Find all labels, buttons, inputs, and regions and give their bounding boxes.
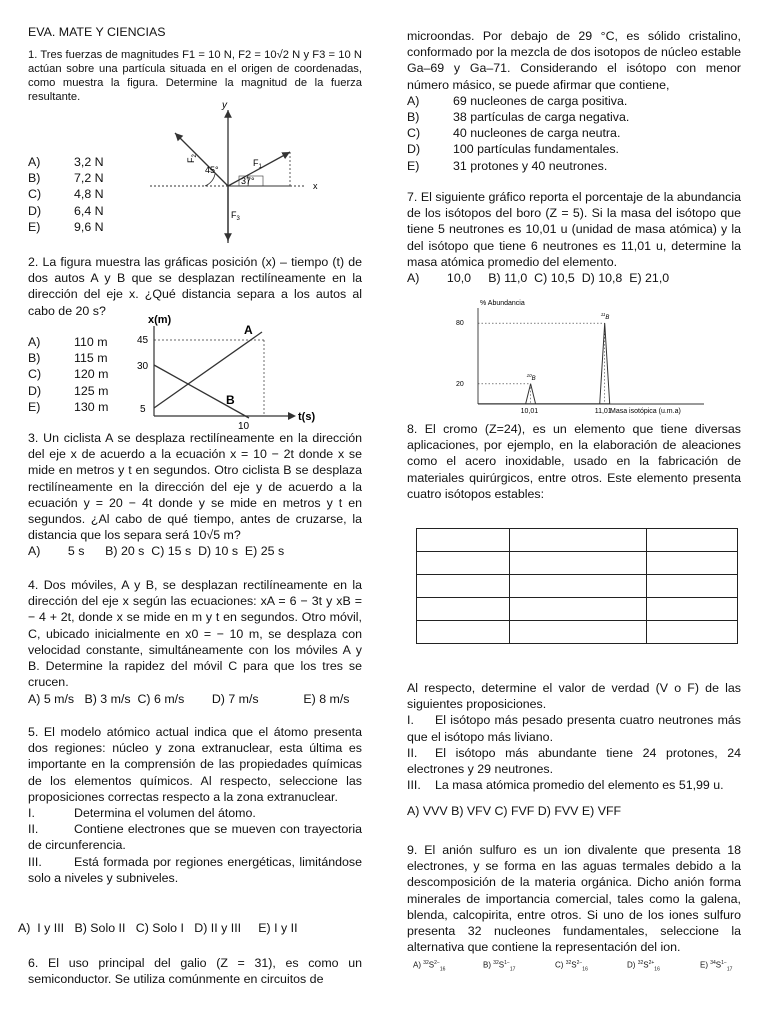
q2-option-d[interactable]: D) 125 m xyxy=(28,383,109,398)
q5-prop-1: I. Determina el volumen del átomo. xyxy=(28,806,256,821)
label-a: A xyxy=(244,323,253,337)
line-b xyxy=(154,365,249,418)
chart-xtick-1101: 11,01 xyxy=(594,408,612,415)
q7-text: 7. El siguiente gráfico reporta el porcentaje de la abundancia de los isótopos del boro (Z = 5). Si la masa del isótopo que tiene 5 neutrones es 10,01 u (unidad de masa atómica) y la del isótopo que tiene 6 neutrones es 11,01 u, determine la masa atómica promedio del elemento. xyxy=(407,190,741,269)
q4-options[interactable]: A) 5 m/s B) 3 m/s C) 6 m/s D) 7 m/s E) 8 m/s xyxy=(28,692,350,707)
q1-options xyxy=(28,154,118,235)
q6-option-d[interactable]: D) 100 partículas fundamentales. xyxy=(407,142,620,157)
table-row xyxy=(417,529,738,552)
q9-option-b[interactable]: B) $^{32}S^{1-}_{17}$ xyxy=(483,960,516,973)
page-title: EVA. MATE Y CIENCIAS xyxy=(28,25,166,39)
angle-45: 45° xyxy=(205,165,219,175)
graph-x-label: t(s) xyxy=(298,411,316,423)
q8-prop-3: III. La masa atómica promedio del elemento es 51,99 u. xyxy=(407,778,724,793)
q9-text: 9. El anión sulfuro es un ion divalente que presenta 18 electrones, y se forma en las aguas termales debido a la descomposición de la materia orgánica. Dicho anión forma minerales de importancia comercial, tales como la galena, blenda, calcopirita, entre otros. Si uno de los iones sulfuro presenta 32 nucleones fundamentales, seleccione la alternativa que contiene la representación del ion. xyxy=(407,843,741,955)
q5-block xyxy=(28,724,362,886)
f1-label: $F_1$ xyxy=(253,158,262,170)
q8-after: Al respecto, determine el valor de verdad (V o F) de las siguientes proposiciones. xyxy=(407,681,741,712)
force-diagram xyxy=(145,98,335,248)
q5-prop-3: III. Está formada por regiones energéticas, limitándose solo a niveles y subniveles. xyxy=(28,854,362,885)
q8-prop-2: II. El isótopo más abundante tiene 24 protones, 24 electrones y 29 neutrones. xyxy=(407,745,741,777)
q2-text: 2. La figura muestra las gráficas posición (x) – tiempo (t) de dos autos A y B que se desplazan rectilíneamente en la dirección del eje x. ¿Qué distancia separa a los autos al cabo de 20 s? xyxy=(28,255,362,318)
peak-label-10b: $^{10}$B xyxy=(526,372,536,382)
table-row xyxy=(417,598,738,621)
f2-vector xyxy=(175,133,228,186)
q7-options[interactable]: A) 10,0 B) 11,0 C) 10,5 D) 10,8 E) 21,0 xyxy=(407,271,670,286)
q6-option-b[interactable]: B) 38 partículas de carga negativa. xyxy=(407,110,630,125)
q5-prop-2: II. Contiene electrones que se mueven con trayectoria de circunferencia. xyxy=(28,822,362,853)
q9-option-a[interactable]: A) $^{32}S^{2-}_{16}$ xyxy=(413,960,446,973)
tick-30: 30 xyxy=(137,361,149,372)
line-a xyxy=(154,332,262,408)
chart-ytick-20: 20 xyxy=(456,380,464,388)
f3-label: $F_3$ xyxy=(231,210,240,222)
q2-option-a[interactable]: A) 110 m xyxy=(28,335,108,349)
q9-block xyxy=(407,842,741,955)
q1-option-b[interactable]: B) 7,2 N xyxy=(28,171,104,186)
table-row xyxy=(417,552,738,575)
q6-option-e[interactable]: E) 31 protones y 40 neutrones. xyxy=(407,158,608,173)
q4-block xyxy=(28,577,362,708)
q3-block xyxy=(28,430,362,560)
q8-prop-1: I. El isótopo más pesado presenta cuatro neutrones más que el isótopo más liviano. xyxy=(407,713,741,744)
label-b: B xyxy=(226,393,235,407)
q6-text-right: microondas. Por debajo de 29 °C, es sólido cristalino, conformado por la mezcla de dos isotopos de núcleo estable Ga–69 y Ga–71. Considerando el isótopo con menor número másico, se puede afirmar que contiene, xyxy=(407,29,741,92)
q3-text: 3. Un ciclista A se desplaza rectilíneamente en la dirección del eje x de acuerdo a la ecuación x = 10 − 2t donde x se mide en metros y t en segundos. Otro ciclista B se desplaza rectilíneamente en la dirección del eje y de acuerdo a la ecuación y = 20 − 4t donde y se mide en metros y t en segundos. ¿Al cabo de qué tiempo, antes de cruzarse, la distancia que los separa será 10√5 m? xyxy=(28,431,362,543)
position-time-graph xyxy=(134,312,320,430)
q1-option-a[interactable]: A) 3,2 N xyxy=(28,155,104,169)
q6-text-left: 6. El uso principal del galio (Z = 31), es como un semiconductor. Se utiliza comúnmente en circuitos de xyxy=(28,956,362,987)
q2-option-e[interactable]: E) 130 m xyxy=(28,399,109,414)
angle-arc-45 xyxy=(205,174,215,186)
q2-option-b[interactable]: B) 115 m xyxy=(28,351,108,366)
chart-xlabel: Masa isotópica (u.m.a) xyxy=(610,408,681,415)
graph-y-label: x(m) xyxy=(148,314,172,326)
q6-block-right xyxy=(407,28,741,174)
table-row xyxy=(417,575,738,598)
chart-ylabel: % Abundancia xyxy=(480,300,525,307)
left-column xyxy=(28,24,362,104)
tick-10: 10 xyxy=(238,421,250,430)
chart-ytick-80: 80 xyxy=(456,320,464,328)
q6-option-a[interactable]: A) 69 nucleones de carga positiva. xyxy=(407,93,628,108)
q1-option-e[interactable]: E) 9,6 N xyxy=(28,219,104,234)
q6-block-left xyxy=(28,955,362,987)
q6-option-c[interactable]: C) 40 nucleones de carga neutra. xyxy=(407,126,621,141)
q9-option-d[interactable]: D) $^{32}S^{2+}_{16}$ xyxy=(627,960,660,973)
peak-label-11b: $^{11}$B xyxy=(600,312,610,322)
q2-block xyxy=(28,254,362,319)
peak-10b xyxy=(526,384,536,404)
q9-option-c[interactable]: C) $^{32}S^{2-}_{16}$ xyxy=(555,960,588,973)
y-axis-label: y xyxy=(222,100,227,111)
q3-options[interactable]: A) 5 s B) 20 s C) 15 s D) 10 s E) 25 s xyxy=(28,544,285,559)
q2-options xyxy=(28,334,128,415)
angle-37: 37° xyxy=(241,176,255,186)
chromium-isotope-table xyxy=(416,528,738,644)
x-axis-label: x xyxy=(313,181,318,191)
peak-11b xyxy=(600,323,610,404)
q1-option-c[interactable]: C) 4,8 N xyxy=(28,187,104,202)
q1-text: 1. Tres fuerzas de magnitudes F1 = 10 N, F2 = 10√2 N y F3 = 10 N actúan sobre una partícula situada en el origen de coordenadas, como muestra la figura. Determine la magnitud de la fuerza resultante. xyxy=(28,49,362,104)
q8-options[interactable]: A) VVV B) VFV C) FVF D) FVV E) VFF xyxy=(407,804,622,819)
q1-option-d[interactable]: D) 6,4 N xyxy=(28,203,104,218)
chart-xtick-1001: 10,01 xyxy=(520,408,539,415)
q8-block xyxy=(407,421,741,502)
q5-text: 5. El modelo atómico actual indica que el átomo presenta dos regiones: núcleo y zona extranuclear, esta última es importante en la comprensión de las propiedades químicas de los elementos químicos. Al respecto, seleccione las proposiciones correctas respecto a la zona extranuclear. xyxy=(28,725,362,804)
tick-5: 5 xyxy=(140,404,146,415)
table-row xyxy=(417,621,738,644)
q4-text: 4. Dos móviles, A y B, se desplazan rectilíneamente en la dirección del eje x según las ecuaciones: xA = 6 − 3t y xB = − 4 + 2t, donde x se mide en m y t en segundos. Otro móvil, C, ubicado inicialmente en x0 = − 10 m, se desplaza con velocidad constante, simultáneamente con los móviles A y B. Determine la rapidez del móvil C para que los tres se crucen. xyxy=(28,578,362,690)
q8-text: 8. El cromo (Z=24), es un elemento que tiene diversas aplicaciones, por ejemplo, en la elaboración de aleaciones como el acero inoxidable, usado en la fabricación de materiales quirúrgicos, entre otros. Este elemento presenta cuatro isótopos estables: xyxy=(407,422,741,501)
f2-label xyxy=(186,154,198,164)
boron-abundance-chart xyxy=(452,296,712,418)
q7-block xyxy=(407,189,741,286)
q2-option-c[interactable]: C) 120 m xyxy=(28,367,109,382)
q8-props-block xyxy=(407,680,741,820)
tick-45: 45 xyxy=(137,335,149,346)
q5-options[interactable]: A) I y III B) Solo II C) Solo I D) II y III E) I y II xyxy=(18,921,298,935)
q9-option-e[interactable]: E) $^{34}S^{1-}_{17}$ xyxy=(700,960,733,973)
svg-text:F2: $F_2$ xyxy=(186,154,198,163)
